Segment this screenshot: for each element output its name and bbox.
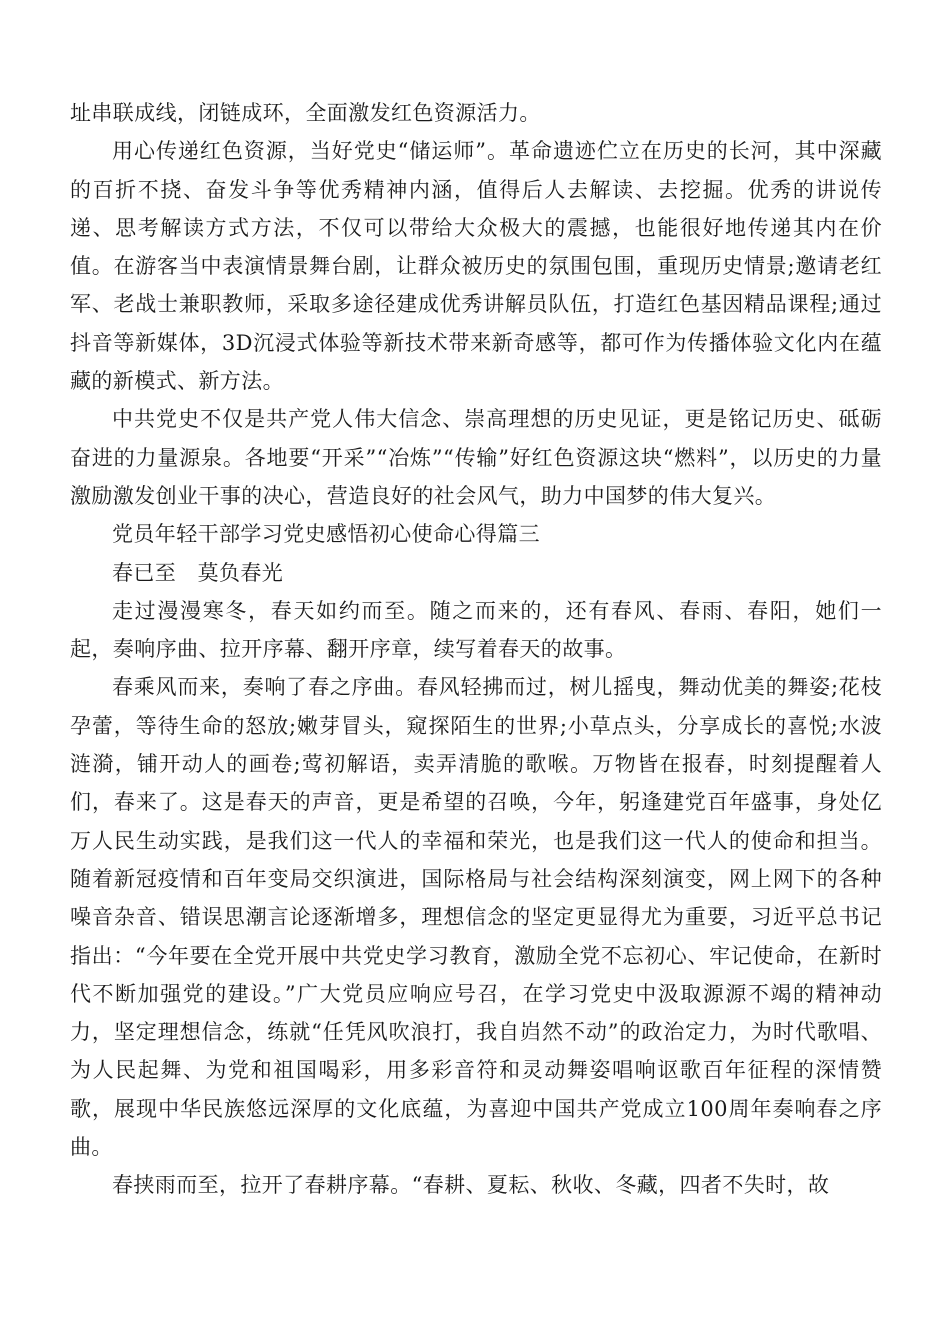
paragraph-spring-rain: 春挟雨而至，拉开了春耕序幕。“春耕、夏耘、秋收、冬藏，四者不失时，故 bbox=[112, 1173, 830, 1198]
section-subtitle: 春已至 莫负春光 bbox=[112, 560, 284, 585]
paragraph-continued: 址串联成线，闭链成环，全面激发红色资源活力。 bbox=[70, 101, 541, 125]
section-heading: 党员年轻干部学习党史感悟初心使命心得篇三 bbox=[112, 522, 540, 547]
document-body bbox=[70, 94, 882, 1205]
paragraph-spring-wind: 春乘风而来，奏响了春之序曲。春风轻拂而过，树儿摇曳，舞动优美的舞姿;花枝孕蕾，等待生命的怒放;嫩芽冒头，窥探陌生的世界;小草点头，分享成长的喜悦;水波涟漪，铺开动人的画卷;莺初解语，卖弄清脆的歌喉。万物皆在报春，时刻提醒着人们，春来了。这是春天的声音，更是希望的召唤，今年，躬逢建党百年盛事，身处亿万人民生动实践，是我们这一代人的幸福和荣光，也是我们这一代人的使命和担当。随着新冠疫情和百年变局交织演进，国际格局与社会结构深刻演变，网上网下的各种噪音杂音、错误思潮言论逐渐增多，理想信念的坚定更显得尤为重要，习近平总书记指出：“今年要在全党开展中共党史学习教育，激励全党不忘初心、牢记使命，在新时代不断加强党的建设。”广大党员应响应号召，在学习党史中汲取源源不竭的精神动力，坚定理想信念，练就“任凭风吹浪打，我自岿然不动”的政治定力，为时代歌唱、为人民起舞、为党和祖国喝彩，用多彩音符和灵动舞姿唱响讴歌百年征程的深情赞歌，展现中华民族悠远深厚的文化底蕴，为喜迎中国共产党成立100周年奏响春之序曲。 bbox=[70, 675, 882, 1160]
paragraph-spring-arrives: 走过漫漫寒冬，春天如约而至。随之而来的，还有春风、春雨、春阳，她们一起，奏响序曲、拉开序幕、翻开序章，续写着春天的故事。 bbox=[70, 598, 882, 662]
paragraph-red-resources-storage: 用心传递红色资源，当好党史“储运师”。革命遗迹伫立在历史的长河，其中深藏的百折不挠、奋发斗争等优秀精神内涵，值得后人去解读、去挖掘。优秀的讲说传递、思考解读方式方法，不仅可以带给大众极大的震撼，也能很好地传递其内在价值。在游客当中表演情景舞台剧，让群众被历史的氛围包围，重现历史情景;邀请老红军、老战士兼职教师，采取多途径建成优秀讲解员队伍，打造红色基因精品课程;通过抖音等新媒体，3D沉浸式体验等新技术带来新奇感等，都可作为传播体验文化内在蕴藏的新模式、新方法。 bbox=[70, 139, 882, 394]
paragraph-party-history-conclusion: 中共党史不仅是共产党人伟大信念、崇高理想的历史见证，更是铭记历史、砥砺奋进的力量源泉。各地要“开采”“冶炼”“传输”好红色资源这块“燃料”，以历史的力量激励激发创业干事的决心，营造良好的社会风气，助力中国梦的伟大复兴。 bbox=[70, 407, 882, 508]
